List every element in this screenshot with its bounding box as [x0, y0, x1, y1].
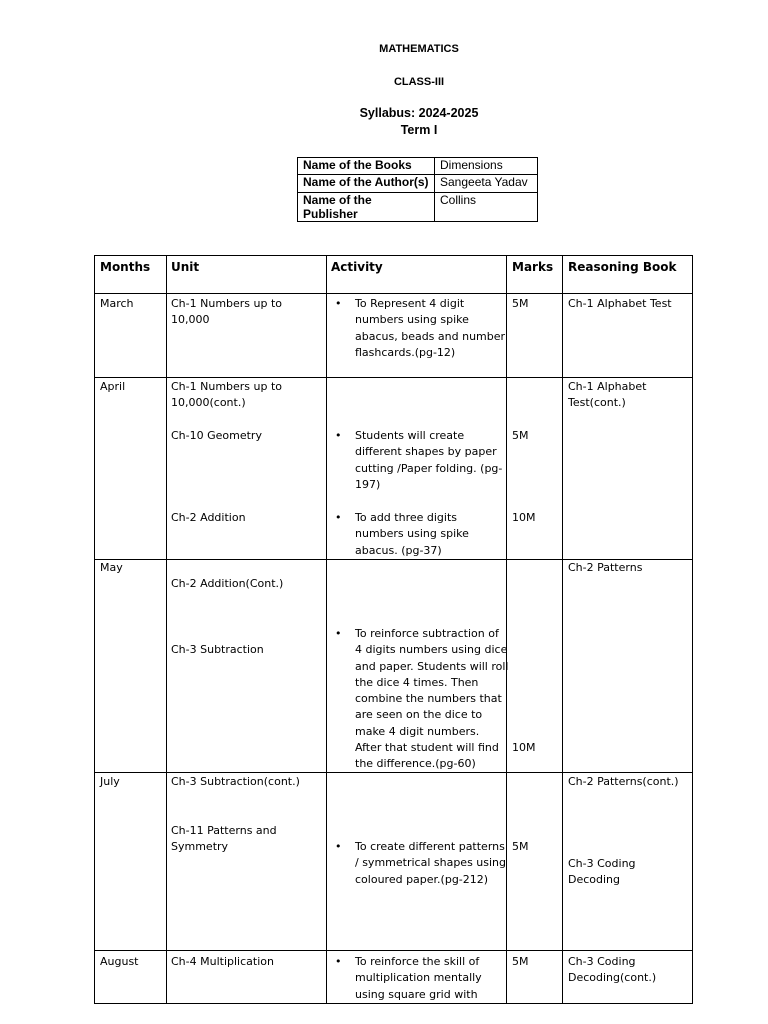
book-info-row — [298, 158, 538, 175]
bullet-icon: • — [335, 955, 342, 968]
month-august: August — [100, 955, 139, 968]
unit-cell: Ch-3 Subtraction(cont.) — [171, 775, 300, 788]
syllabus-year: Syllabus: 2024-2025 — [359, 106, 479, 120]
activity-text: Students will create different shapes by paper cutting /Paper folding. (pg-197) — [355, 429, 503, 491]
marks-cell: 10M — [512, 741, 536, 754]
row-divider — [95, 293, 692, 294]
syllabus-table — [94, 255, 693, 1004]
book-info-table — [297, 157, 538, 222]
column-divider — [166, 256, 167, 1004]
subject-title: MATHEMATICS — [379, 43, 459, 55]
column-divider — [326, 256, 327, 1004]
reasoning-cell: Ch-2 Patterns(cont.) — [568, 775, 679, 788]
activity-cell — [331, 428, 509, 493]
activity-cell — [331, 626, 509, 773]
book-info-label: Name of the Publisher — [298, 193, 435, 222]
month-may: May — [100, 561, 123, 574]
unit-cell: Ch-3 Subtraction — [171, 643, 264, 656]
row-divider — [95, 1003, 692, 1004]
unit-cell: Ch-1 Numbers up to 10,000(cont.) — [171, 380, 283, 410]
book-info-row — [298, 193, 538, 222]
reasoning-cell: Ch-1 Alphabet Test(cont.) — [568, 380, 647, 410]
reasoning-cell: Ch-3 Coding Decoding(cont.) — [568, 955, 657, 985]
column-divider — [562, 256, 563, 1004]
month-july: July — [100, 775, 120, 788]
book-info-value: Dimensions — [435, 158, 538, 175]
reasoning-cell: Ch-1 Alphabet Test — [568, 297, 672, 310]
activity-text: To reinforce the skill of multiplication mentally using square grid with — [355, 955, 482, 1001]
activity-text: To create different patterns / symmetrical shapes using coloured paper.(pg-212) — [355, 840, 507, 886]
book-info-row — [298, 175, 538, 193]
row-divider — [95, 377, 692, 378]
unit-cell: Ch-1 Numbers up to 10,000 — [171, 297, 283, 327]
activity-cell — [331, 296, 509, 361]
activity-text: To add three digits numbers using spike abacus. (pg-37) — [355, 511, 469, 557]
book-info-value: Sangeeta Yadav — [435, 175, 538, 193]
unit-cell: Ch-2 Addition — [171, 511, 246, 524]
book-info-label: Name of the Author(s) — [298, 175, 435, 193]
header-unit: Unit — [171, 260, 200, 274]
month-march: March — [100, 297, 134, 310]
unit-cell: Ch-2 Addition(Cont.) — [171, 577, 284, 590]
marks-cell: 5M — [512, 955, 529, 968]
header-activity: Activity — [331, 260, 383, 274]
bullet-icon: • — [335, 297, 342, 310]
marks-cell: 5M — [512, 840, 529, 853]
unit-cell: Ch-4 Multiplication — [171, 955, 274, 968]
reasoning-cell: Ch-3 Coding Decoding — [568, 857, 636, 887]
column-divider — [692, 256, 693, 1004]
activity-text: To reinforce subtraction of 4 digits numbers using dice and paper. Students will roll the dice 4 times. Then combine the numbers that are seen on the dice to make 4 digit numbers. After that student will find the difference.(pg-60) — [355, 627, 509, 771]
book-info-value: Collins — [435, 193, 538, 222]
header-reasoning-book: Reasoning Book — [568, 260, 677, 274]
row-divider — [95, 950, 692, 951]
activity-cell — [331, 839, 509, 888]
bullet-icon: • — [335, 840, 342, 853]
activity-cell — [331, 954, 509, 1003]
activity-cell — [331, 510, 509, 559]
unit-cell: Ch-11 Patterns and Symmetry — [171, 824, 277, 854]
class-title: CLASS-III — [393, 76, 445, 88]
bullet-icon: • — [335, 429, 342, 442]
term-title: Term I — [400, 123, 438, 137]
month-april: April — [100, 380, 126, 393]
bullet-icon: • — [335, 627, 342, 640]
marks-cell: 5M — [512, 429, 529, 442]
unit-cell: Ch-10 Geometry — [171, 429, 262, 442]
activity-text: To Represent 4 digit numbers using spike abacus, beads and number flashcards.(pg-12) — [355, 297, 506, 359]
book-info-label: Name of the Books — [298, 158, 435, 175]
header-months: Months — [100, 260, 151, 274]
bullet-icon: • — [335, 511, 342, 524]
marks-cell: 10M — [512, 511, 536, 524]
marks-cell: 5M — [512, 297, 529, 310]
reasoning-cell: Ch-2 Patterns — [568, 561, 643, 574]
header-marks: Marks — [512, 260, 554, 274]
